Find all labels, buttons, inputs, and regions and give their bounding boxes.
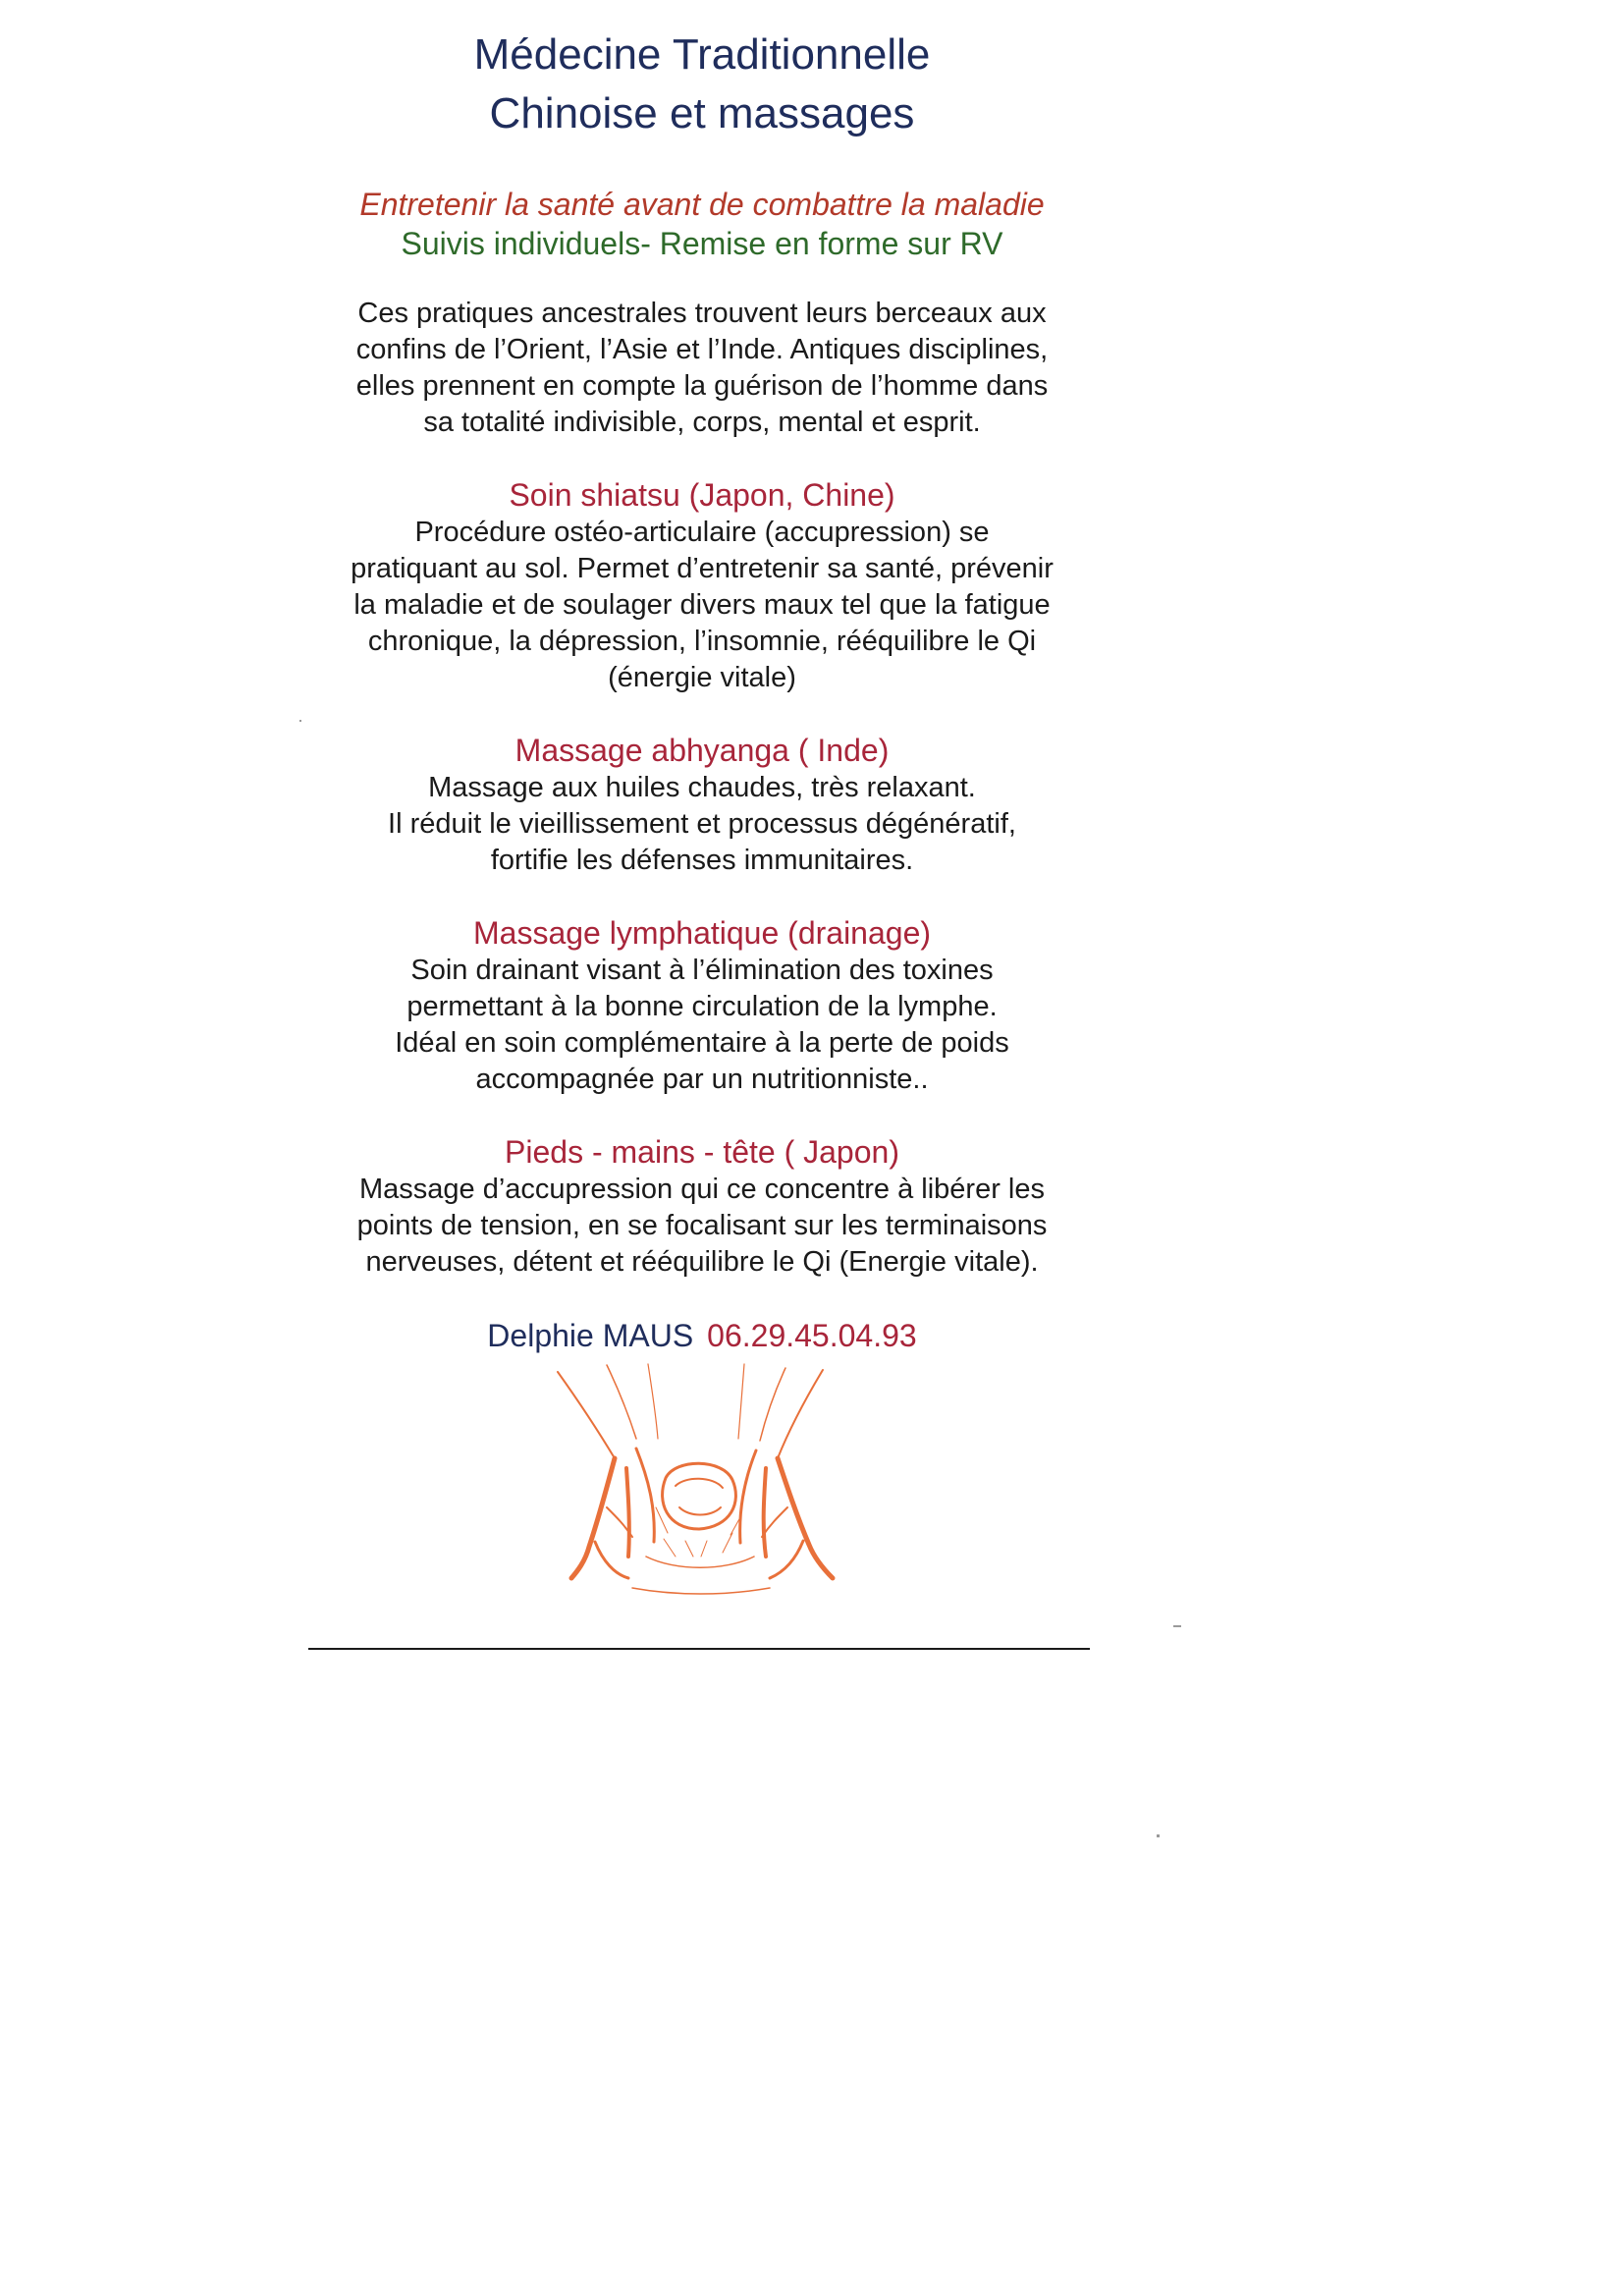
section-line: Procédure ostéo-articulaire (accupression) se bbox=[414, 517, 990, 548]
title-line-2: Chinoise et massages bbox=[489, 89, 915, 137]
section-line: Il réduit le vieillissement et processus dégénératif, bbox=[388, 808, 1016, 840]
flyer-content bbox=[324, 26, 1080, 1355]
section-line: nerveuses, détent et rééquilibre le Qi (Energie vitale). bbox=[365, 1246, 1039, 1278]
subtagline: Suivis individuels- Remise en forme sur RV bbox=[401, 226, 1003, 261]
section-abhyanga bbox=[324, 732, 1080, 879]
section-body bbox=[324, 770, 1080, 879]
scan-speck bbox=[1173, 1625, 1181, 1627]
intro-line: elles prennent en compte la guérison de l’homme dans bbox=[355, 370, 1049, 402]
section-body bbox=[324, 1172, 1080, 1281]
divider bbox=[308, 1648, 1090, 1650]
intro-line: Ces pratiques ancestrales trouvent leurs berceaux aux bbox=[357, 298, 1047, 329]
section-line: la maladie et de soulager divers maux tel que la fatigue bbox=[353, 589, 1051, 621]
section-line: permettant à la bonne circulation de la lymphe. bbox=[406, 991, 998, 1022]
section-body bbox=[324, 953, 1080, 1098]
section-line: points de tension, en se focalisant sur les terminaisons bbox=[356, 1210, 1048, 1241]
tagline: Entretenir la santé avant de combattre la maladie bbox=[359, 187, 1045, 222]
section-line: Idéal en soin complémentaire à la perte de poids bbox=[395, 1027, 1009, 1059]
section-heading: Massage lymphatique (drainage) bbox=[472, 915, 932, 951]
section-line: (énergie vitale) bbox=[608, 662, 796, 693]
contact-phone: 06.29.45.04.93 bbox=[707, 1318, 917, 1353]
section-lymphatique bbox=[324, 914, 1080, 1098]
intro-line: sa totalité indivisible, corps, mental et esprit. bbox=[423, 407, 981, 438]
massage-hands-icon bbox=[538, 1360, 862, 1596]
section-body bbox=[324, 515, 1080, 696]
intro-paragraph bbox=[324, 296, 1080, 441]
page-title bbox=[324, 26, 1080, 143]
section-line: Massage d’accupression qui ce concentre à libérer les bbox=[359, 1174, 1045, 1205]
section-line: Massage aux huiles chaudes, très relaxant. bbox=[428, 772, 976, 803]
section-heading: Soin shiatsu (Japon, Chine) bbox=[509, 477, 895, 513]
section-line: pratiquant au sol. Permet d’entretenir sa santé, prévenir bbox=[351, 553, 1054, 584]
section-shiatsu bbox=[324, 476, 1080, 696]
section-pieds-mains-tete bbox=[324, 1133, 1080, 1281]
section-heading: Pieds - mains - tête ( Japon) bbox=[505, 1134, 899, 1170]
scan-speck bbox=[299, 720, 301, 722]
title-line-1: Médecine Traditionnelle bbox=[473, 30, 931, 79]
section-heading: Massage abhyanga ( Inde) bbox=[514, 733, 890, 768]
section-line: accompagnée par un nutritionniste.. bbox=[475, 1064, 929, 1095]
section-line: fortifie les défenses immunitaires. bbox=[490, 845, 914, 876]
section-line: Soin drainant visant à l’élimination des toxines bbox=[410, 955, 994, 986]
section-line: chronique, la dépression, l’insomnie, rééquilibre le Qi bbox=[367, 626, 1037, 657]
scan-speck bbox=[1157, 1834, 1160, 1837]
contact-line bbox=[324, 1316, 1080, 1355]
intro-line: confins de l’Orient, l’Asie et l’Inde. Antiques disciplines, bbox=[355, 334, 1049, 365]
contact-name: Delphie MAUS bbox=[487, 1318, 694, 1353]
